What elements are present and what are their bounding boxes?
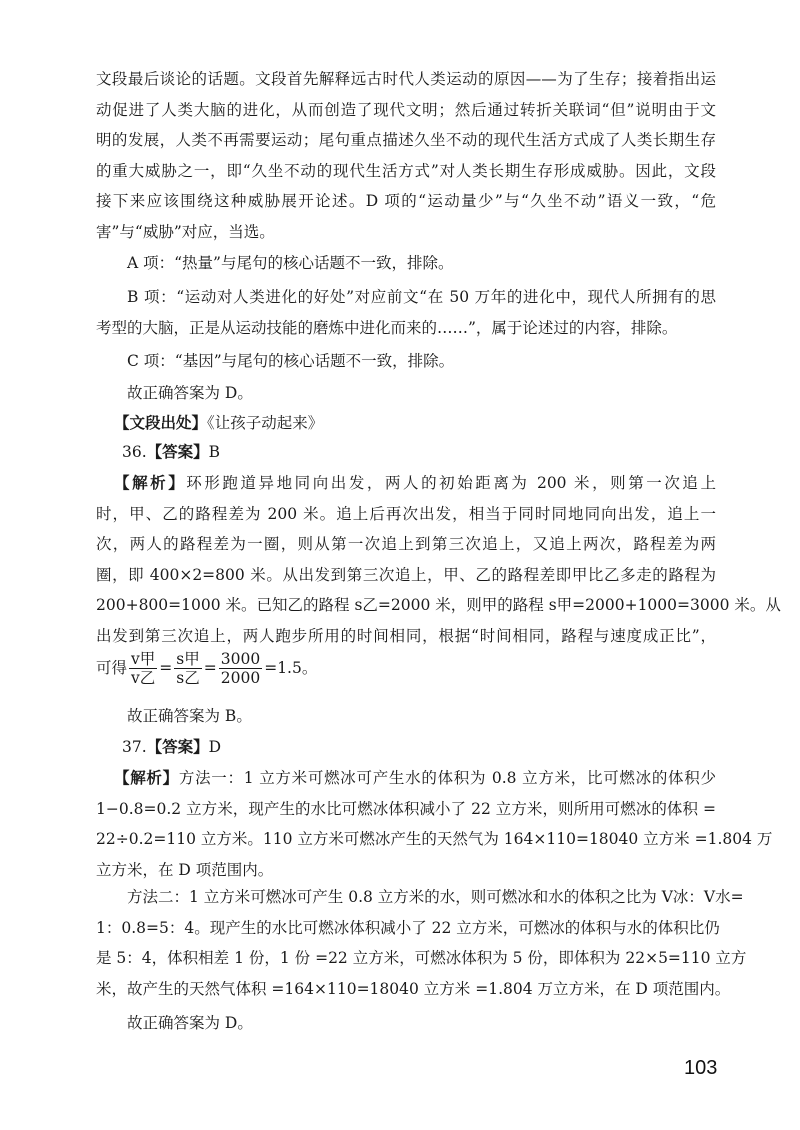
q37-method-two <box>96 882 747 1004</box>
page-number: 103 <box>684 1057 718 1079</box>
q37-final-answer <box>96 1008 716 1039</box>
text-line: 故正确答案为 B。 <box>127 707 252 725</box>
text-line: A 项：“热量”与尾句的核心话题不一致，排除。 <box>127 254 454 272</box>
text-line: 动促进了人类大脑的进化，从而创造了现代文明；然后通过转折关联词“但”说明由于文 <box>96 100 716 119</box>
text-line: 的重大威胁之一，即“久坐不动的现代生活方式”对人类长期生存形成威胁。因此，文段 <box>96 161 716 180</box>
q37-method-one <box>96 763 773 885</box>
ratio-num: 3000 <box>220 650 261 668</box>
q37-answer: D <box>208 738 222 756</box>
text-line: 200+800=1000 米。已知乙的路程 s乙=2000 米，则甲的路程 s甲=2000+1000=3000 米。从 <box>96 596 781 615</box>
text-line: C 项：“基因”与尾句的核心话题不一致，排除。 <box>127 352 455 370</box>
source-label: 【文段出处】 <box>114 413 208 432</box>
answer-label: 【答案】 <box>146 442 209 461</box>
text-line: 故正确答案为 D。 <box>127 384 253 402</box>
source-title: 《让孩子动起来》 <box>207 414 324 432</box>
q35-final-answer <box>96 378 716 409</box>
text-line: 1−0.8=0.2 立方米，现产生的水比可燃冰体积减小了 22 立方米，则所用可燃冰的体积 = <box>96 799 716 818</box>
q36-number: 36. <box>122 443 147 461</box>
text-line: 文段最后谈论的话题。文段首先解释远古时代人类运动的原因——为了生存；接着指出运 <box>96 70 716 88</box>
ratio-den: 2000 <box>220 669 261 687</box>
q35-option-b <box>96 282 716 343</box>
text-line: 接下来应该围绕这种威胁展开论述。D 项的“运动量少”与“久坐不动”语义一致，“危 <box>96 192 716 211</box>
text-line: 立方米，在 D 项范围内。 <box>96 860 274 879</box>
text-line: 环形跑道异地同向出发，两人的初始距离为 200 米，则第一次追上 <box>186 474 716 492</box>
text-line: 1：0.8=5：4。现产生的水比可燃冰体积减小了 22 立方米，可燃冰的体积与水的体积比仍 <box>96 918 720 937</box>
source-line <box>96 408 716 439</box>
equals-sign: = <box>159 659 173 678</box>
q36-formula <box>96 650 716 694</box>
q36-analysis <box>96 468 781 652</box>
text-line: 圈，即 400×2=800 米。从出发到第三次追上，甲、乙的路程差即甲比乙多走的路程为 <box>96 565 716 584</box>
q35-option-a <box>96 248 716 279</box>
velocity-ratio <box>129 650 157 687</box>
text-line: 考型的大脑，正是从运动技能的磨炼中进化而来的……”，属于论述过的内容，排除。 <box>96 318 678 337</box>
q37-number: 37. <box>122 738 147 756</box>
q37-answer-line <box>96 732 716 763</box>
v-jia: v甲 <box>131 650 156 668</box>
text-line: 出发到第三次追上，两人跑步所用的时间相同，根据“时间相同，路程与速度成正比”， <box>96 626 716 645</box>
text-line: 时，甲、乙的路程差为 200 米。追上后再次出发，相当于同时同地同向出发，追上一 <box>96 504 716 523</box>
formula-prefix: 可得 <box>96 659 128 678</box>
text-line: 害”与“威胁”对应，当选。 <box>96 222 275 241</box>
text-line: 方法二：1 立方米可燃冰可产生 0.8 立方米的水，则可燃冰和水的体积之比为 V冰：V水= <box>127 888 744 906</box>
q36-answer: B <box>208 443 221 461</box>
text-line: 故正确答案为 D。 <box>127 1014 253 1032</box>
text-line: 22÷0.2=110 立方米。110 立方米可燃冰产生的天然气为 164×110=18040 立方米 =1.804 万 <box>96 830 773 849</box>
text-line: B 项：“运动对人类进化的好处”对应前文“在 50 万年的进化中，现代人所拥有的思 <box>127 288 716 306</box>
text-line: 次，两人的路程差为一圈，则从第一次追上到第三次追上，又追上两次，路程差为两 <box>96 535 716 554</box>
text-line: 是 5：4，体积相差 1 份，1 份 =22 立方米，可燃冰体积为 5 份，即体积为 22×5=110 立方 <box>96 949 747 968</box>
s-yi: s乙 <box>176 669 200 687</box>
q36-answer-line <box>96 437 716 468</box>
answer-label: 【答案】 <box>146 737 209 756</box>
analysis-label: 【解析】 <box>114 473 187 492</box>
q36-final-answer <box>96 701 716 732</box>
distance-ratio <box>174 650 201 687</box>
v-yi: v乙 <box>131 669 156 687</box>
formula-result: =1.5。 <box>264 659 318 678</box>
analysis-label: 【解析】 <box>114 768 179 787</box>
text-line: 方法一：1 立方米可燃冰可产生水的体积为 0.8 立方米，比可燃冰的体积少 <box>178 769 716 787</box>
s-jia: s甲 <box>176 650 200 668</box>
text-line: 米，故产生的天然气体积 =164×110=18040 立方米 =1.804 万立方米，在 D 项范围内。 <box>96 979 731 998</box>
equals-sign: = <box>203 659 217 678</box>
numeric-ratio <box>219 650 262 687</box>
text-line: 明的发展，人类不再需要运动；尾句重点描述久坐不动的现代生活方式成了人类长期生存 <box>96 131 716 150</box>
q35-option-c <box>96 346 716 377</box>
q35-analysis-continued <box>96 64 716 248</box>
